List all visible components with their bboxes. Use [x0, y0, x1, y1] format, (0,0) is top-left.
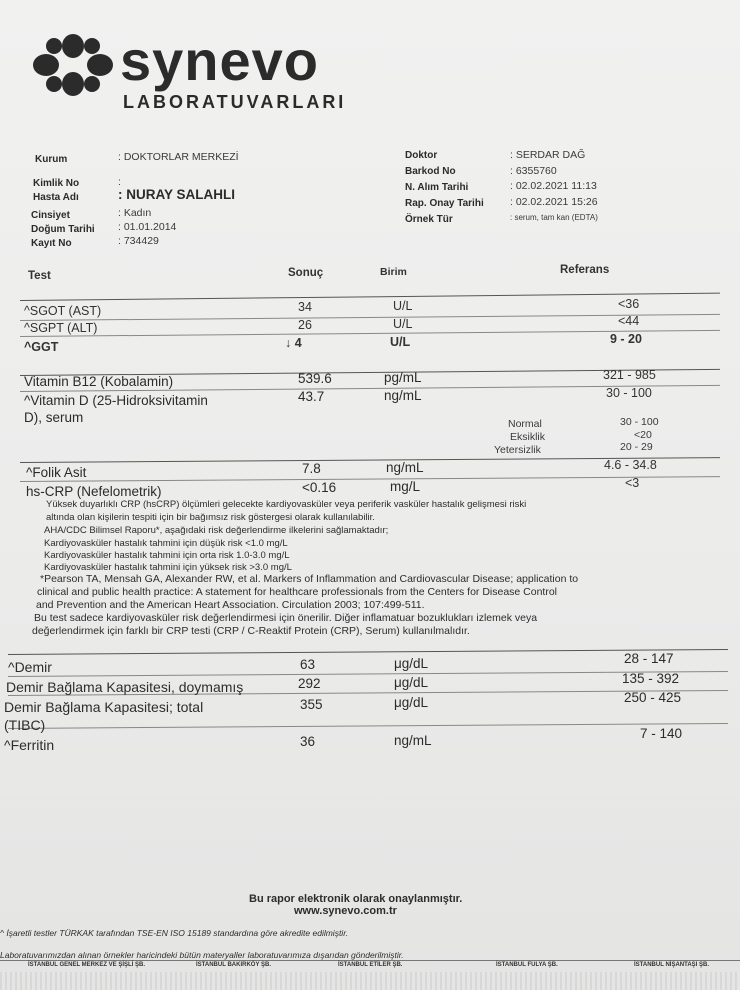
note-line: clinical and public health practice: A statement for healthcare professionals from the Centers for Disease Control — [37, 586, 558, 598]
vitd-range-value: 30 - 100 — [620, 416, 659, 428]
test-reference: <36 — [618, 297, 640, 311]
electronic-approval-text: Bu rapor elektronik olarak onaylanmıştır. — [249, 893, 463, 905]
test-name-cont: (TIBC) — [4, 717, 46, 733]
header-sonuc: Sonuç — [288, 267, 324, 279]
test-name: Demir Bağlama Kapasitesi, doymamış — [6, 679, 244, 695]
note-line: AHA/CDC Bilimsel Raporu*, aşağıdaki risk değerlendirme ilkelerini sağlamaktadır; — [44, 525, 389, 536]
test-result: 292 — [298, 676, 321, 691]
test-name: Vitamin B12 (Kobalamin) — [24, 374, 174, 389]
kimlik-value: : — [118, 176, 121, 188]
doktor-value: : SERDAR DAĞ — [510, 149, 586, 161]
test-name: ^Ferritin — [4, 737, 55, 753]
test-reference: 250 - 425 — [624, 690, 682, 705]
test-unit: U/L — [393, 317, 413, 331]
test-unit: U/L — [393, 299, 413, 313]
test-result: 26 — [298, 318, 312, 332]
onay-value: : 02.02.2021 15:26 — [510, 196, 598, 208]
test-unit: pg/mL — [384, 370, 422, 385]
footer-address-strip — [0, 972, 740, 990]
test-name: ^GGT — [24, 340, 59, 354]
cinsiyet-label: Cinsiyet — [31, 210, 70, 221]
barkod-label: Barkod No — [405, 166, 456, 177]
divider — [20, 293, 720, 301]
branch-item: İSTANBUL ETİLER ŞB. — [338, 962, 403, 968]
divider — [20, 314, 720, 321]
website-text: www.synevo.com.tr — [294, 905, 397, 917]
vitd-range-label: Yetersizlik — [494, 444, 541, 456]
divider — [20, 476, 720, 482]
test-unit: ng/mL — [386, 460, 424, 475]
alim-value: : 02.02.2021 11:13 — [510, 180, 597, 192]
kurum-value: : DOKTORLAR MERKEZİ — [118, 151, 239, 163]
test-name-cont: D), serum — [24, 410, 84, 425]
test-result: 7.8 — [302, 461, 321, 476]
branch-item: İSTANBUL FULYA ŞB. — [496, 962, 558, 968]
test-result: 539.6 — [298, 371, 332, 386]
barkod-value: : 6355760 — [510, 165, 557, 177]
cinsiyet-value: : Kadın — [118, 207, 152, 219]
hasta-value: : NURAY SALAHLI — [118, 187, 236, 202]
test-name: ^Demir — [8, 659, 52, 675]
test-name: ^Folik Asit — [26, 465, 87, 480]
disclaimer-text: Laboratuvarımızdan alınan örnekler haricindeki bütün materyaller laboratuvarımıza dışarıdan gönderilmiştir. — [0, 950, 404, 960]
test-result: ↓ 4 — [285, 336, 302, 350]
note-line: altında olan kişilerin tespiti için bir bağımsız risk göstergesi olarak kullanılabilir. — [46, 512, 375, 523]
note-line: Kardiyovasküler hastalık tahmini için yüksek risk >3.0 mg/L — [44, 562, 292, 573]
note-line: değerlendirmek için farklı bir CRP testi (CRP / C-Reaktif Protein (CRP), Serum) kullanılmalıdır. — [32, 625, 470, 637]
note-line: and Prevention and the American Heart Association. Circulation 2003; 107:499-511. — [36, 599, 425, 611]
test-reference: 4.6 - 34.8 — [604, 458, 657, 472]
divider — [8, 723, 728, 729]
test-unit: μg/dL — [394, 675, 429, 690]
test-name: ^SGOT (AST) — [24, 304, 102, 318]
vitd-range-value: 20 - 29 — [620, 441, 653, 453]
test-name: hs-CRP (Nefelometrik) — [26, 484, 162, 499]
kayit-label: Kayıt No — [31, 238, 72, 249]
note-line: *Pearson TA, Mensah GA, Alexander RW, et al. Markers of Inflammation and Cardiovascular Disease; application to — [40, 573, 579, 585]
kimlik-label: Kimlik No — [33, 178, 80, 189]
header-birim: Birim — [380, 266, 407, 278]
note-line: Kardiyovasküler hastalık tahmini için orta risk 1.0-3.0 mg/L — [44, 550, 290, 561]
branch-item: İSTANBUL BAKIRKÖY ŞB. — [196, 962, 272, 968]
test-unit: μg/dL — [394, 695, 429, 710]
note-line: Kardiyovasküler hastalık tahmini için düşük risk <1.0 mg/L — [44, 538, 288, 549]
synevo-flower-logo-icon — [32, 32, 114, 98]
test-reference: 28 - 147 — [624, 651, 674, 666]
brand-name: synevo — [120, 29, 319, 92]
hasta-label: Hasta Adı — [33, 192, 79, 203]
test-reference: 135 - 392 — [622, 671, 680, 686]
note-line: Yüksek duyarlıklı CRP (hsCRP) ölçümleri gelecekte kardiyovasküler veya periferik vasküler hastalık gelişmesi riski — [46, 499, 527, 510]
test-result: 355 — [300, 697, 323, 712]
test-result: <0.16 — [302, 480, 337, 495]
header-test: Test — [28, 270, 51, 282]
brand-subtitle: LABORATUVARLARI — [123, 92, 347, 112]
test-reference: <3 — [625, 476, 640, 490]
dogum-label: Doğum Tarihi — [31, 224, 95, 235]
test-name: Demir Bağlama Kapasitesi; total — [4, 699, 204, 715]
accreditation-text: ^ İşaretli testler TÜRKAK tarafından TSE-EN ISO 15189 standardına göre akredite edilmiştir. — [0, 928, 349, 938]
doktor-label: Doktor — [405, 150, 438, 161]
kayit-value: : 734429 — [118, 235, 159, 247]
vitd-range-label: Eksiklik — [510, 431, 546, 443]
test-reference: 7 - 140 — [640, 726, 683, 741]
footer-divider — [0, 960, 740, 961]
ornek-label: Örnek Tür — [405, 214, 453, 225]
divider — [8, 649, 728, 655]
branch-item: İSTANBUL GENEL MERKEZ VE ŞİŞLİ ŞB. — [28, 962, 146, 968]
test-reference: <44 — [618, 314, 640, 328]
test-result: 63 — [300, 657, 316, 672]
test-name: ^SGPT (ALT) — [24, 321, 98, 335]
kurum-label: Kurum — [35, 154, 68, 165]
test-reference: 321 - 985 — [603, 368, 656, 382]
branch-item: İSTANBUL NİŞANTAŞI ŞB. — [634, 962, 710, 968]
dogum-value: : 01.01.2014 — [118, 221, 177, 233]
note-line: Bu test sadece kardiyovasküler risk değerlendirmesi için önerilir. Diğer inflamatuar bozuklukları izlemek veya — [34, 612, 538, 624]
test-unit: U/L — [390, 335, 411, 349]
test-result: 43.7 — [298, 389, 325, 404]
onay-label: Rap. Onay Tarihi — [405, 198, 484, 209]
test-unit: ng/mL — [384, 388, 422, 403]
test-unit: ng/mL — [394, 733, 432, 748]
test-result: 36 — [300, 734, 316, 749]
vitd-range-value: <20 — [634, 429, 652, 441]
ornek-value: : serum, tam kan (EDTA) — [510, 213, 598, 222]
divider — [8, 671, 728, 677]
test-reference: 9 - 20 — [610, 332, 642, 346]
test-reference: 30 - 100 — [606, 386, 652, 400]
alim-label: N. Alım Tarihi — [405, 182, 469, 193]
header-referans: Referans — [560, 264, 610, 276]
test-unit: mg/L — [390, 479, 421, 494]
test-result: 34 — [298, 300, 312, 314]
test-unit: μg/dL — [394, 656, 429, 671]
test-name: ^Vitamin D (25-Hidroksivitamin — [24, 393, 208, 408]
vitd-range-label: Normal — [508, 418, 542, 430]
